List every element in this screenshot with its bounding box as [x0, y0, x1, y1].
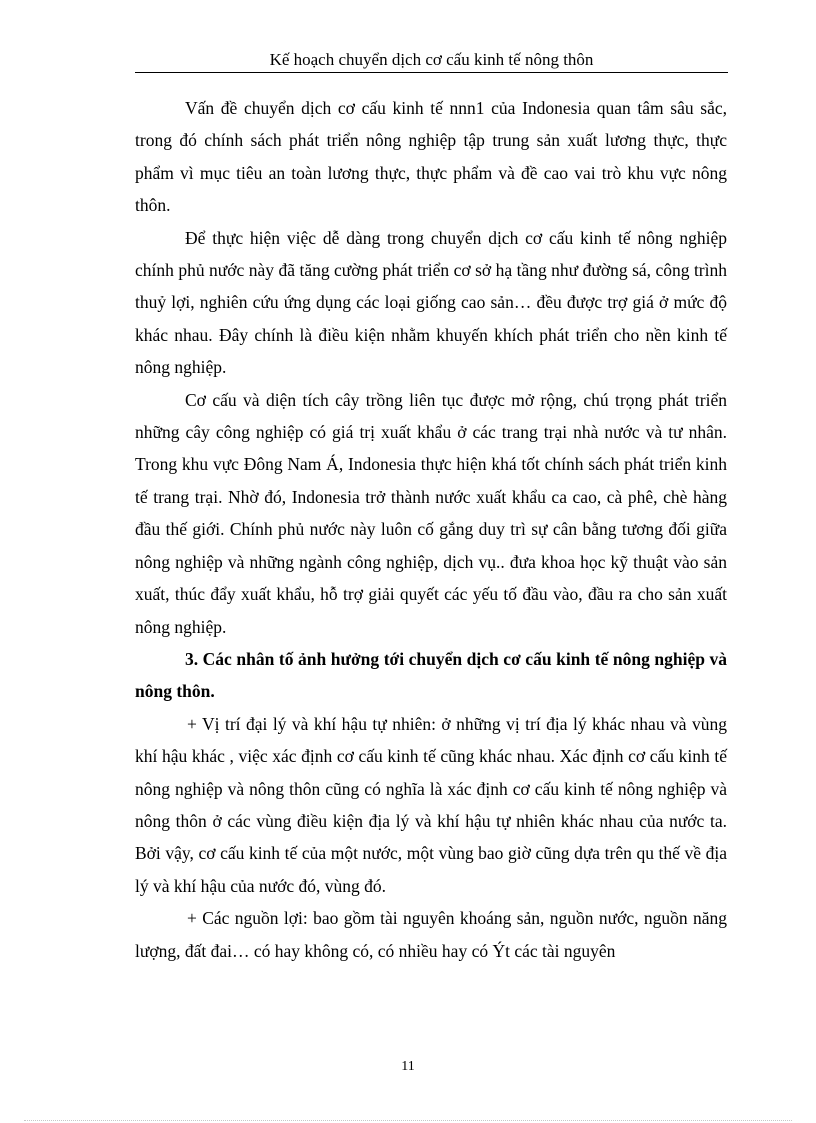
bullet-resources: + Các nguồn lợi: bao gồm tài nguyên khoáng sản, nguồn nước, nguồn năng lượng, đất đai… có hay không có, có nhiều hay có Ýt các tài nguyên: [135, 908, 727, 961]
paragraph-infrastructure: Để thực hiện việc dễ dàng trong chuyển dịch cơ cấu kinh tế nông nghiệp chính phủ nước này đã tăng cường phát triển cơ sở hạ tầng như đường sá, công trình thuỷ lợi, nghiên cứu ứng dụng các loại giống cao sản… đều được trợ giá ở mức độ khác nhau. Đây chính là điều kiện nhằm khuyến khích phát triển cho nền kinh tế nông nghiệp.: [135, 227, 727, 378]
page-header: [135, 48, 728, 73]
section-heading: 3. Các nhân tố ảnh hưởng tới chuyển dịch cơ cấu kinh tế nông nghiệp và nông thôn.: [135, 648, 727, 702]
page-number: 11: [401, 1059, 415, 1074]
paragraph-crops-export: Cơ cấu và diện tích cây trồng liên tục được mở rộng, chú trọng phát triển những cây công nghiệp có giá trị xuất khẩu ở các trang trại nhà nước và tư nhân. Trong khu vực Đông Nam Á, Indonesia thực hiện khá tốt chính sách phát triển kinh tế trang trại. Nhờ đó, Indonesia trở thành nước xuất khẩu ca cao, cà phê, chè hàng đầu thế giới. Chính phủ nước này luôn cố gắng duy trì sự cân bằng tương đối giữa nông nghiệp và những ngành công nghiệp, dịch vụ.. đưa khoa học kỹ thuật vào sản xuất, thúc đẩy xuất khẩu, hỗ trợ giải quyết các yếu tố đầu vào, đầu ra cho sản xuất nông nghiệp.: [135, 389, 727, 637]
paragraph-indonesia-policy: Vấn đề chuyển dịch cơ cấu kinh tế nnn1 của Indonesia quan tâm sâu sắc, trong đó chính sách phát triển nông nghiệp tập trung sản xuất lương thực, thực phẩm vì mục tiêu an toàn lương thực, thực phẩm và đề cao vai trò khu vực nông thôn.: [135, 98, 727, 216]
bullet-geography-climate: + Vị trí đại lý và khí hậu tự nhiên: ở những vị trí địa lý khác nhau và vùng khí hậu khác , việc xác định cơ cấu kinh tế cũng khác nhau. Xác định cơ cấu kinh tế nông nghiệp và nông thôn cũng có nghĩa là xác định cơ cấu kinh tế nông nghiệp và nông thôn ở các vùng điều kiện địa lý và khí hậu tự nhiên khác nhau của nước ta. Bởi vậy, cơ cấu kinh tế của một nước, một vùng bao giờ cũng dựa trên qu thế về địa lý và khí hậu của nước đó, vùng đó.: [135, 713, 727, 896]
header-title: Kế hoạch chuyển dịch cơ cấu kinh tế nông thôn: [269, 50, 594, 69]
document-body: [135, 92, 727, 967]
page-bottom-divider: [24, 1120, 792, 1121]
